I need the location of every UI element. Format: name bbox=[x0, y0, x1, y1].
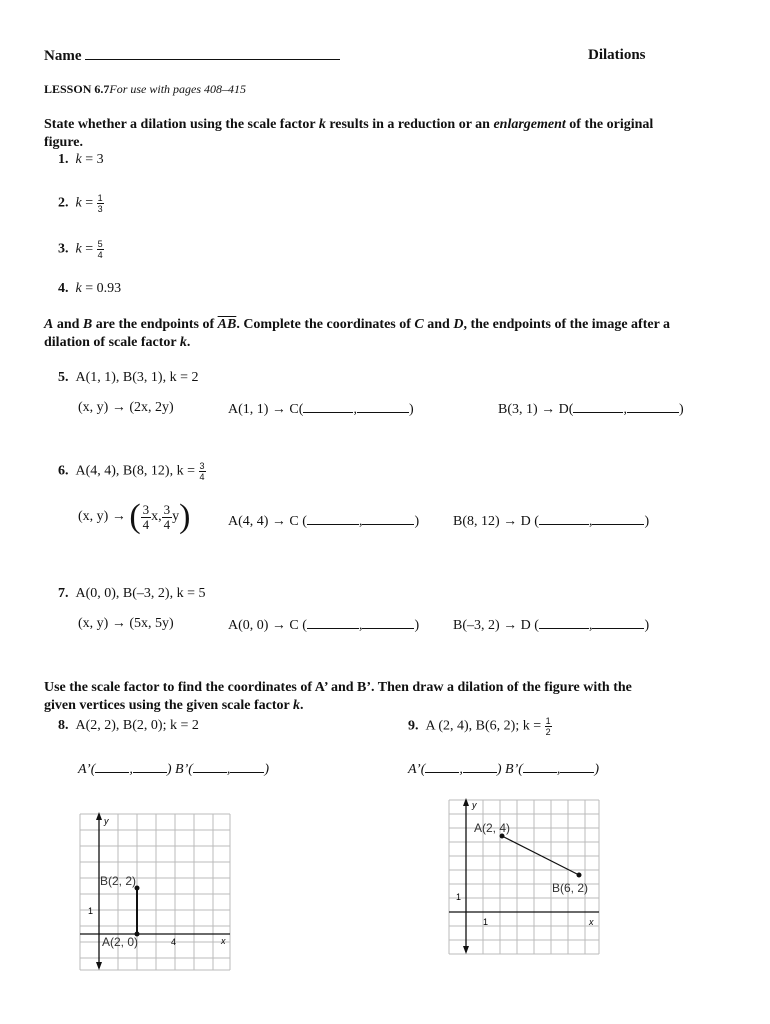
section2-instructions: A and B are the endpoints of $\overline{AB}$. Complete the coordinates of C and D, the endpoints of the image after a bbox=[44, 317, 671, 332]
problem-8-answer: A’( , ) B’( , ) bbox=[78, 762, 270, 777]
graph-problem-9 bbox=[447, 798, 602, 956]
answer-blank[interactable] bbox=[362, 616, 414, 629]
y-axis-arrow-down bbox=[463, 946, 469, 954]
answer-blank[interactable] bbox=[539, 616, 589, 629]
x-axis-label: x bbox=[221, 936, 226, 946]
answer-blank[interactable] bbox=[425, 760, 459, 773]
tick-label-y: 1 bbox=[456, 892, 462, 902]
problem-7-map-b: B(–3, 2) → D ( , ) bbox=[453, 618, 650, 633]
grid bbox=[449, 800, 599, 954]
problem-5: 5. A(1, 1), B(3, 1), k = 2 bbox=[58, 370, 199, 385]
label-a: A(2, 0) bbox=[102, 935, 139, 949]
problem-4: 4. k = 0.93 bbox=[58, 281, 122, 296]
tick-label-y: 1 bbox=[88, 906, 94, 916]
answer-blank[interactable] bbox=[307, 616, 359, 629]
section1-instructions-line2: figure. bbox=[44, 135, 84, 150]
tick-label-x: 4 bbox=[171, 937, 177, 947]
y-axis-label: y bbox=[104, 816, 109, 826]
answer-blank[interactable] bbox=[560, 760, 594, 773]
name-field[interactable] bbox=[85, 47, 340, 60]
problem-5-map-a: A(1, 1) → C( , ) bbox=[228, 402, 414, 417]
fraction: $\frac{3}{4}$ bbox=[199, 461, 205, 482]
answer-blank[interactable] bbox=[463, 760, 497, 773]
name-label: Name bbox=[44, 47, 340, 65]
answer-blank[interactable] bbox=[193, 760, 227, 773]
section3-instructions-line2: given vertices using the given scale factor k. bbox=[44, 698, 304, 713]
section1-instructions: State whether a dilation using the scale factor k results in a reduction or an enlargement of the original bbox=[44, 117, 654, 132]
y-axis-arrow bbox=[463, 798, 469, 806]
problem-2: 2. k = $\frac{1}{3}$ bbox=[58, 193, 103, 214]
answer-blank[interactable] bbox=[539, 512, 589, 525]
answer-blank[interactable] bbox=[303, 400, 353, 413]
fraction: $\frac{1}{3}$ bbox=[97, 193, 103, 214]
page-title: Dilations bbox=[588, 47, 646, 63]
problem-9: 9. A (2, 4), B(6, 2); k = $\frac{1}{2}$ bbox=[408, 716, 551, 737]
problem-5-rule: (x, y) → (2x, 2y) bbox=[78, 400, 174, 415]
answer-blank[interactable] bbox=[592, 616, 644, 629]
problem-8: 8. A(2, 2), B(2, 0); k = 2 bbox=[58, 718, 199, 733]
answer-blank[interactable] bbox=[133, 760, 167, 773]
y-axis-arrow-down bbox=[96, 962, 102, 970]
section3-instructions: Use the scale factor to find the coordinates of A’ and B’. Then draw a dilation of the figure with the bbox=[44, 680, 632, 695]
section2-instructions-line2: dilation of scale factor k. bbox=[44, 335, 191, 350]
problem-6-map-a: A(4, 4) → C ( , ) bbox=[228, 514, 420, 529]
problem-9-answer: A’( , ) B’( , ) bbox=[408, 762, 600, 777]
problem-3: 3. k = $\frac{5}{4}$ bbox=[58, 239, 103, 260]
point-b bbox=[577, 873, 582, 878]
x-axis-label: x bbox=[589, 917, 594, 927]
tick-label-x: 1 bbox=[483, 917, 489, 927]
label-b: B(2, 2) bbox=[100, 874, 137, 888]
answer-blank[interactable] bbox=[592, 512, 644, 525]
lesson-line: LESSON 6.7For use with pages 408–415 bbox=[44, 82, 247, 96]
problem-5-map-b: B(3, 1) → D( , ) bbox=[498, 402, 684, 417]
problem-7-map-a: A(0, 0) → C ( , ) bbox=[228, 618, 420, 633]
problem-1: 1. k = 3 bbox=[58, 152, 104, 167]
answer-blank[interactable] bbox=[362, 512, 414, 525]
answer-blank[interactable] bbox=[95, 760, 129, 773]
answer-blank[interactable] bbox=[307, 512, 359, 525]
y-axis-label: y bbox=[472, 800, 477, 810]
graph-problem-8 bbox=[78, 812, 233, 972]
answer-blank[interactable] bbox=[573, 400, 623, 413]
answer-blank[interactable] bbox=[523, 760, 557, 773]
problem-6: 6. A(4, 4), B(8, 12), k = $\frac{3}{4}$ bbox=[58, 461, 205, 482]
fraction: $\frac{1}{2}$ bbox=[545, 716, 551, 737]
label-b: B(6, 2) bbox=[552, 881, 589, 895]
answer-blank[interactable] bbox=[357, 400, 409, 413]
answer-blank[interactable] bbox=[627, 400, 679, 413]
label-a: A(2, 4) bbox=[474, 821, 511, 835]
problem-6-map-b: B(8, 12) → D ( , ) bbox=[453, 514, 650, 529]
y-axis-arrow bbox=[96, 812, 102, 820]
fraction: $\frac{5}{4}$ bbox=[97, 239, 103, 260]
problem-7: 7. A(0, 0), B(–3, 2), k = 5 bbox=[58, 586, 206, 601]
answer-blank[interactable] bbox=[230, 760, 264, 773]
problem-6-rule: (x, y) → ( $\frac{3}{4}$ x, $\frac{3}{4}$ y) bbox=[78, 498, 191, 535]
problem-7-rule: (x, y) → (5x, 5y) bbox=[78, 616, 174, 631]
